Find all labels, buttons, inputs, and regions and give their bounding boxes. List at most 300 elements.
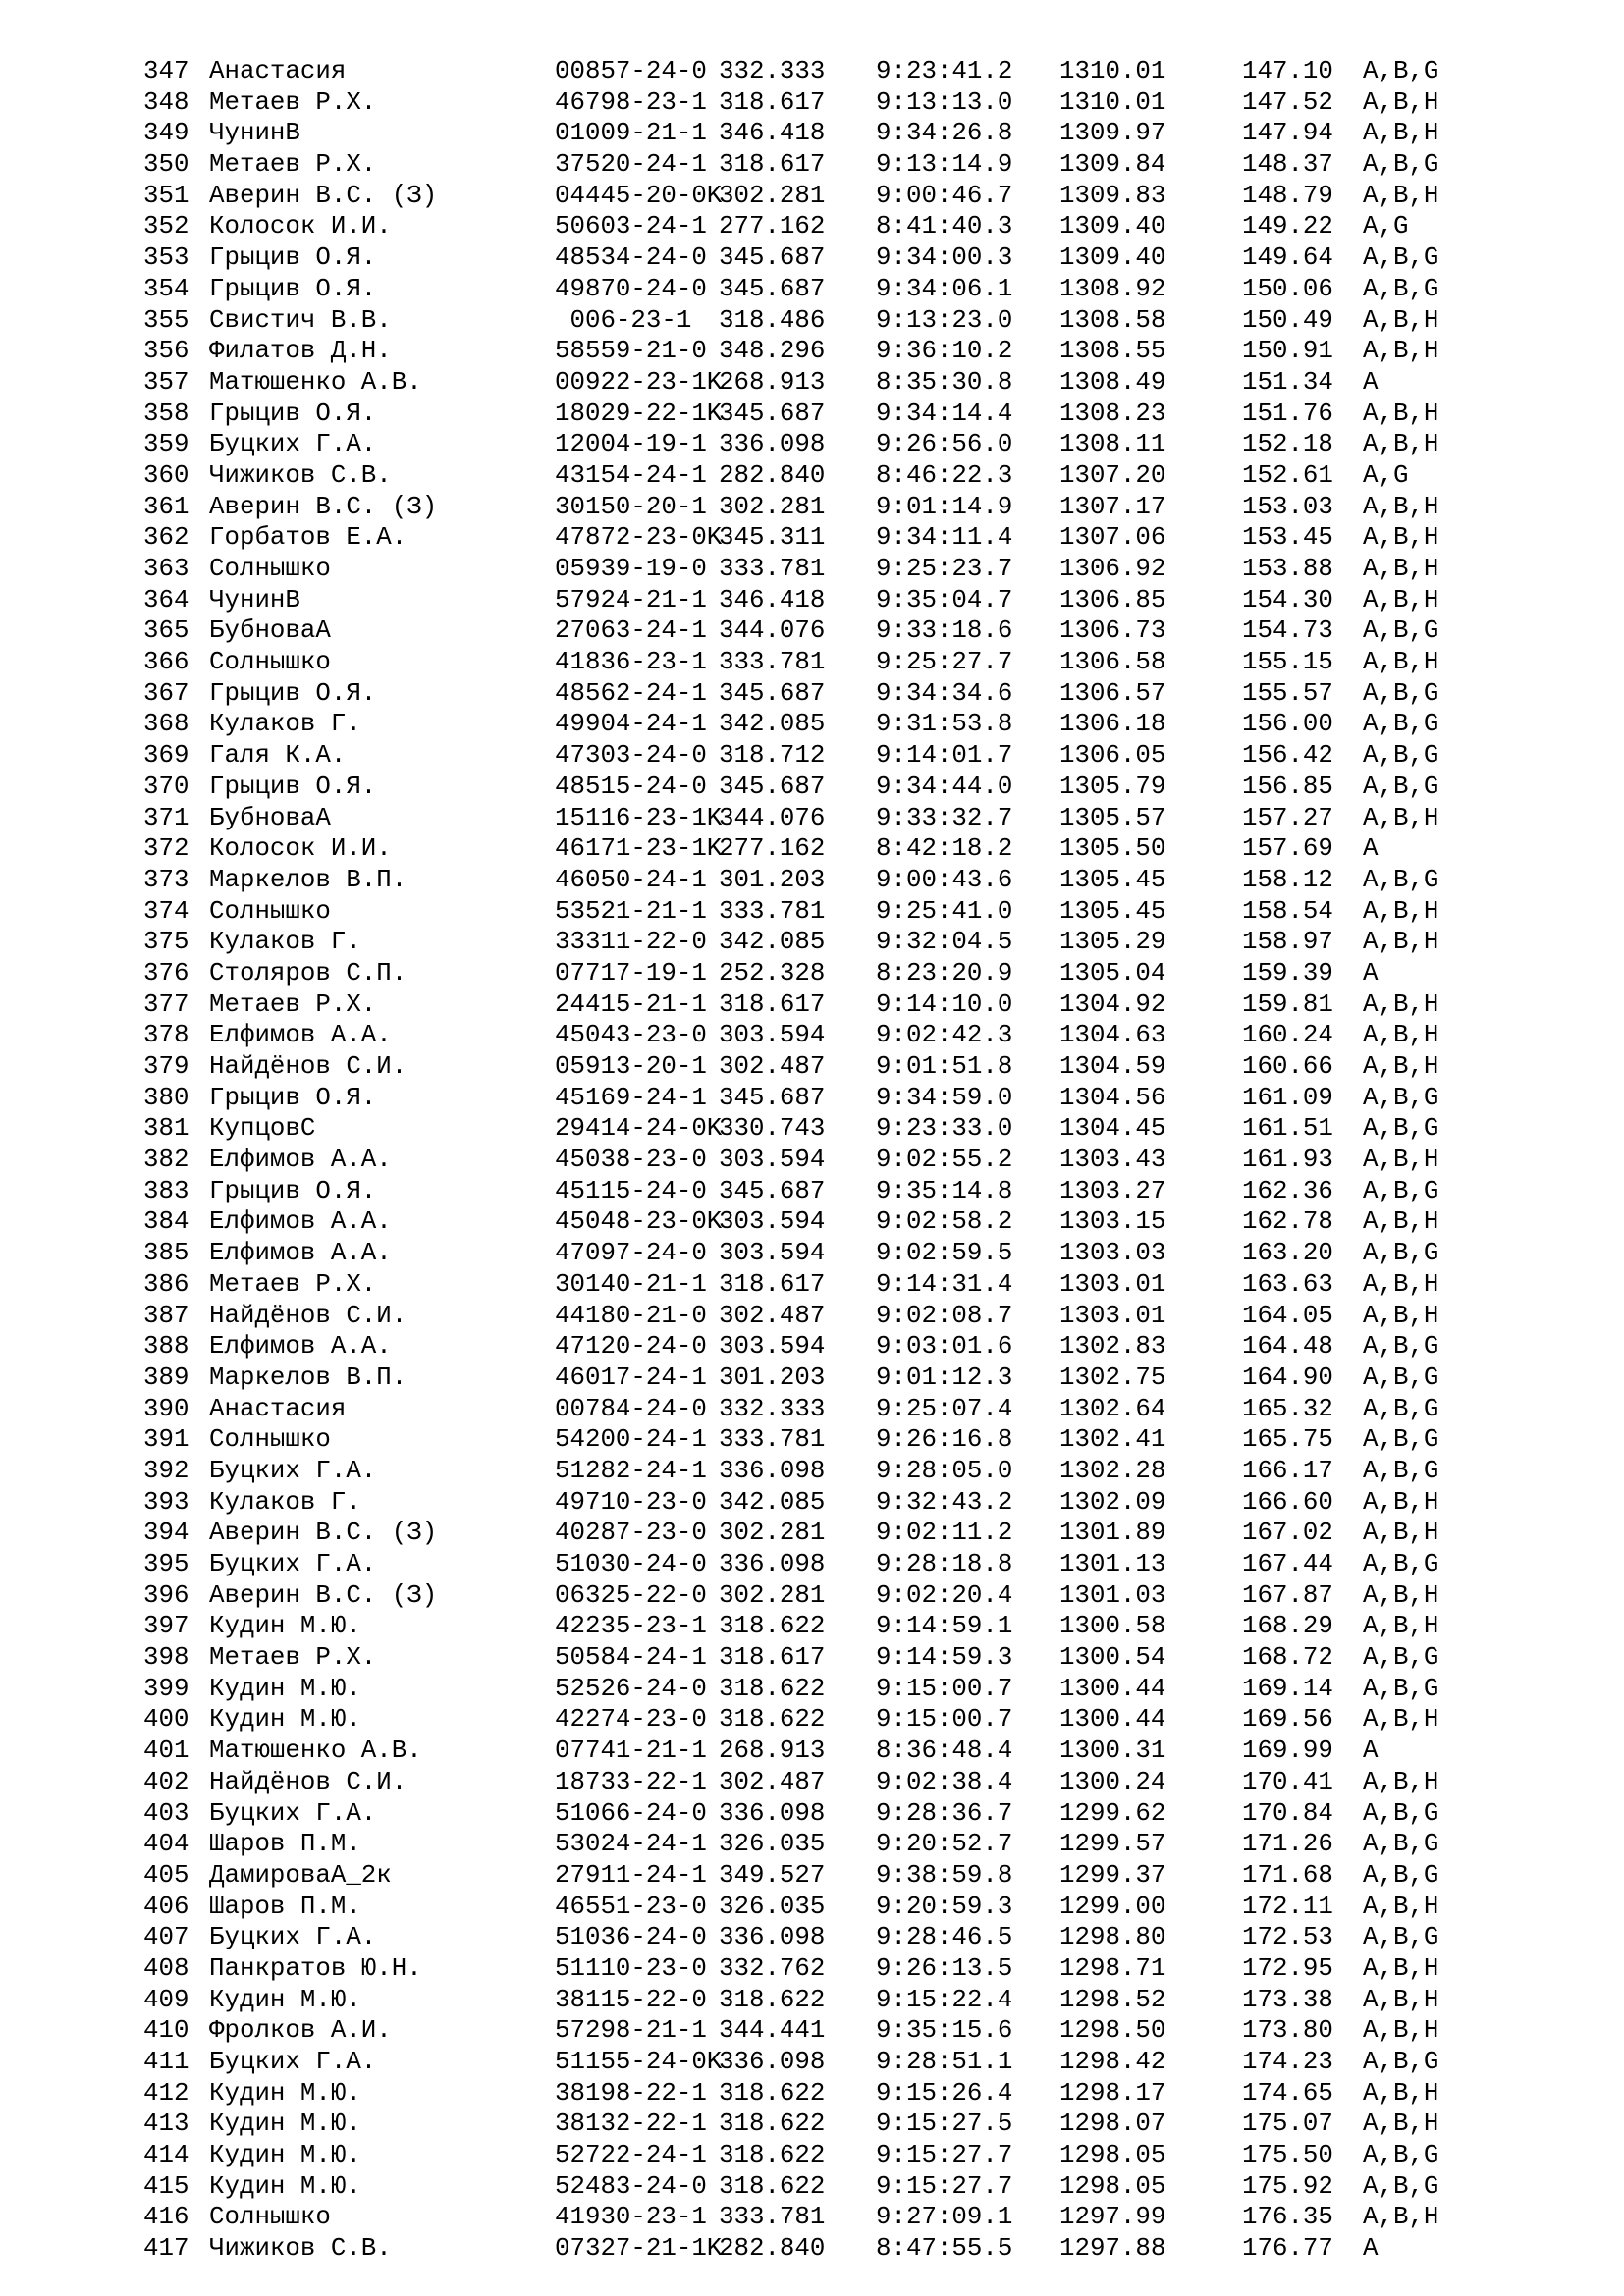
participant-name: Горбатов Е.А.	[209, 523, 407, 553]
place-number: 376	[143, 958, 189, 988]
table-row	[143, 1238, 1518, 1269]
table-row	[143, 958, 1518, 989]
place-number: 406	[143, 1892, 189, 1921]
distance-km: 268.913	[719, 1736, 826, 1766]
speed-value: 1306.85	[1059, 585, 1166, 614]
flight-time: 9:28:36.7	[876, 1798, 1013, 1828]
ring-number: 00784-24-0	[555, 1394, 707, 1423]
table-row	[143, 242, 1518, 274]
ring-number: 41930-23-1	[555, 2203, 707, 2232]
coefficient-value: 159.81	[1242, 989, 1333, 1019]
speed-value: 1303.27	[1059, 1176, 1166, 1205]
ring-number: 52483-24-0	[555, 2171, 707, 2201]
table-row	[143, 429, 1518, 460]
speed-value: 1305.04	[1059, 958, 1166, 988]
coefficient-value: 176.77	[1242, 2234, 1333, 2264]
participant-name: Кудин М.Ю.	[209, 2171, 361, 2201]
place-number: 378	[143, 1021, 189, 1050]
distance-km: 333.781	[719, 2203, 826, 2232]
flight-time: 9:32:43.2	[876, 1487, 1013, 1517]
speed-value: 1299.00	[1059, 1892, 1166, 1921]
participant-name: Чижиков С.В.	[209, 2234, 392, 2264]
participant-name: Кулаков Г.	[209, 710, 361, 739]
category-codes: A,B,H	[1363, 1021, 1439, 1050]
distance-km: 268.913	[719, 367, 826, 397]
place-number: 348	[143, 87, 189, 117]
participant-name: Метаев Р.Х.	[209, 150, 377, 180]
speed-value: 1307.17	[1059, 492, 1166, 521]
distance-km: 277.162	[719, 834, 826, 864]
distance-km: 282.840	[719, 460, 826, 490]
table-row	[143, 2047, 1518, 2078]
distance-km: 345.311	[719, 523, 826, 553]
speed-value: 1303.01	[1059, 1269, 1166, 1299]
table-row	[143, 1456, 1518, 1487]
flight-time: 9:25:07.4	[876, 1394, 1013, 1423]
coefficient-value: 152.18	[1242, 430, 1333, 459]
place-number: 405	[143, 1860, 189, 1890]
distance-km: 336.098	[719, 1456, 826, 1485]
participant-name: Матюшенко А.В.	[209, 367, 422, 397]
ring-number: 58559-21-0	[555, 337, 707, 366]
table-row	[143, 1922, 1518, 1953]
table-row	[143, 678, 1518, 710]
table-row	[143, 1829, 1518, 1860]
coefficient-value: 156.42	[1242, 741, 1333, 771]
table-row	[143, 1767, 1518, 1798]
distance-km: 252.328	[719, 958, 826, 988]
participant-name: Грыцив О.Я.	[209, 1083, 377, 1112]
participant-name: Кудин М.Ю.	[209, 1612, 361, 1641]
category-codes: A,B,H	[1363, 119, 1439, 148]
ring-number: 38115-22-0	[555, 1985, 707, 2014]
flight-time: 9:02:08.7	[876, 1301, 1013, 1330]
flight-time: 9:02:58.2	[876, 1207, 1013, 1237]
participant-name: Грыцив О.Я.	[209, 1176, 377, 1205]
table-row	[143, 1735, 1518, 1767]
place-number: 396	[143, 1580, 189, 1610]
table-row	[143, 1549, 1518, 1580]
category-codes: A	[1363, 367, 1379, 397]
flight-time: 9:14:01.7	[876, 741, 1013, 771]
speed-value: 1299.62	[1059, 1798, 1166, 1828]
participant-name: Елфимов А.А.	[209, 1207, 392, 1237]
category-codes: A,B,H	[1363, 305, 1439, 335]
flight-time: 9:35:15.6	[876, 2016, 1013, 2046]
coefficient-value: 161.93	[1242, 1146, 1333, 1175]
distance-km: 332.333	[719, 57, 826, 85]
results-list	[143, 56, 1518, 2265]
category-codes: A,B,G	[1363, 772, 1439, 801]
distance-km: 333.781	[719, 555, 826, 583]
flight-time: 9:28:18.8	[876, 1550, 1013, 1578]
speed-value: 1309.97	[1059, 119, 1166, 148]
speed-value: 1304.45	[1059, 1114, 1166, 1144]
coefficient-value: 174.65	[1242, 2078, 1333, 2108]
flight-time: 9:14:10.0	[876, 989, 1013, 1019]
ring-number: 27911-24-1	[555, 1860, 707, 1890]
ring-number: 05913-20-1	[555, 1052, 707, 1081]
flight-time: 9:02:55.2	[876, 1146, 1013, 1175]
table-row	[143, 1518, 1518, 1549]
flight-time: 9:25:41.0	[876, 896, 1013, 926]
coefficient-value: 158.97	[1242, 928, 1333, 957]
participant-name: Солнышко	[209, 896, 331, 926]
coefficient-value: 160.24	[1242, 1021, 1333, 1050]
place-number: 359	[143, 430, 189, 459]
speed-value: 1300.24	[1059, 1767, 1166, 1796]
table-row	[143, 1145, 1518, 1176]
ring-number: 00857-24-0	[555, 57, 707, 85]
place-number: 389	[143, 1362, 189, 1392]
distance-km: 336.098	[719, 1923, 826, 1952]
participant-name: Чижиков С.В.	[209, 460, 392, 490]
distance-km: 346.418	[719, 119, 826, 148]
participant-name: ЧунинВ	[209, 585, 300, 614]
flight-time: 9:20:52.7	[876, 1830, 1013, 1859]
flight-time: 9:38:59.8	[876, 1860, 1013, 1890]
place-number: 381	[143, 1114, 189, 1144]
speed-value: 1303.43	[1059, 1146, 1166, 1175]
flight-time: 9:15:22.4	[876, 1985, 1013, 2014]
table-row	[143, 87, 1518, 119]
speed-value: 1301.03	[1059, 1580, 1166, 1610]
place-number: 358	[143, 399, 189, 428]
place-number: 363	[143, 555, 189, 583]
ring-number: 30140-21-1	[555, 1269, 707, 1299]
coefficient-value: 156.85	[1242, 772, 1333, 801]
category-codes: A,B,G	[1363, 1550, 1439, 1578]
place-number: 413	[143, 2109, 189, 2139]
flight-time: 9:15:27.7	[876, 2141, 1013, 2170]
place-number: 404	[143, 1830, 189, 1859]
category-codes: A,B,G	[1363, 1083, 1439, 1112]
speed-value: 1298.05	[1059, 2141, 1166, 2170]
participant-name: КупцовС	[209, 1114, 316, 1144]
participant-name: Филатов Д.Н.	[209, 337, 392, 366]
ring-number: 50603-24-1	[555, 212, 707, 241]
participant-name: Кулаков Г.	[209, 928, 361, 957]
category-codes: A,B,G	[1363, 2141, 1439, 2170]
participant-name: Грыцив О.Я.	[209, 772, 377, 801]
participant-name: Колосок И.И.	[209, 212, 392, 241]
category-codes: A,B,G	[1363, 150, 1439, 180]
participant-name: Колосок И.И.	[209, 834, 392, 864]
participant-name: Кулаков Г.	[209, 1487, 361, 1517]
table-row	[143, 1985, 1518, 2016]
flight-time: 9:14:59.1	[876, 1612, 1013, 1641]
distance-km: 345.687	[719, 243, 826, 273]
place-number: 366	[143, 648, 189, 677]
category-codes: A,B,H	[1363, 337, 1439, 366]
coefficient-value: 163.63	[1242, 1269, 1333, 1299]
distance-km: 302.281	[719, 1580, 826, 1610]
ring-number: 46050-24-1	[555, 865, 707, 894]
speed-value: 1298.80	[1059, 1923, 1166, 1952]
flight-time: 9:26:56.0	[876, 430, 1013, 459]
coefficient-value: 154.30	[1242, 585, 1333, 614]
distance-km: 344.076	[719, 616, 826, 646]
place-number: 347	[143, 57, 189, 85]
place-number: 370	[143, 772, 189, 801]
distance-km: 318.617	[719, 989, 826, 1019]
place-number: 414	[143, 2141, 189, 2170]
flight-time: 9:28:46.5	[876, 1923, 1013, 1952]
coefficient-value: 168.72	[1242, 1643, 1333, 1673]
speed-value: 1305.45	[1059, 865, 1166, 894]
coefficient-value: 171.26	[1242, 1830, 1333, 1859]
ring-number: 51110-23-0	[555, 1953, 707, 1983]
category-codes: A,B,H	[1363, 2016, 1439, 2046]
place-number: 372	[143, 834, 189, 864]
table-row	[143, 1051, 1518, 1083]
flight-time: 9:01:51.8	[876, 1052, 1013, 1081]
flight-time: 9:32:04.5	[876, 928, 1013, 957]
ring-number: 51036-24-0	[555, 1923, 707, 1952]
flight-time: 9:34:00.3	[876, 243, 1013, 273]
coefficient-value: 150.06	[1242, 274, 1333, 303]
speed-value: 1309.83	[1059, 181, 1166, 210]
table-row	[143, 1642, 1518, 1674]
speed-value: 1309.40	[1059, 212, 1166, 241]
flight-time: 8:42:18.2	[876, 834, 1013, 864]
category-codes: A,B,H	[1363, 585, 1439, 614]
participant-name: Кудин М.Ю.	[209, 2078, 361, 2108]
place-number: 367	[143, 678, 189, 708]
flight-time: 8:23:20.9	[876, 958, 1013, 988]
participant-name: ЧунинВ	[209, 119, 300, 148]
speed-value: 1307.20	[1059, 460, 1166, 490]
ring-number: 45038-23-0	[555, 1146, 707, 1175]
category-codes: A,B,H	[1363, 2109, 1439, 2139]
participant-name: Елфимов А.А.	[209, 1332, 392, 1362]
place-number: 394	[143, 1519, 189, 1548]
ring-number: 51030-24-0	[555, 1550, 707, 1578]
ring-number: 18029-22-1K	[555, 399, 723, 428]
speed-value: 1306.57	[1059, 678, 1166, 708]
ring-number: 27063-24-1	[555, 616, 707, 646]
speed-value: 1298.42	[1059, 2048, 1166, 2076]
speed-value: 1298.05	[1059, 2171, 1166, 2201]
participant-name: Кудин М.Ю.	[209, 1705, 361, 1735]
participant-name: Аверин В.С. (З)	[209, 1580, 438, 1610]
table-row	[143, 1020, 1518, 1051]
place-number: 397	[143, 1612, 189, 1641]
coefficient-value: 148.37	[1242, 150, 1333, 180]
table-row	[143, 336, 1518, 367]
category-codes: A,B,H	[1363, 492, 1439, 521]
category-codes: A,B,G	[1363, 1332, 1439, 1362]
participant-name: Свистич В.В.	[209, 305, 392, 335]
participant-name: Буцких Г.А.	[209, 430, 377, 459]
category-codes: A,B,G	[1363, 1923, 1439, 1952]
distance-km: 333.781	[719, 896, 826, 926]
table-row	[143, 927, 1518, 958]
coefficient-value: 147.10	[1242, 57, 1333, 85]
participant-name: Кудин М.Ю.	[209, 2141, 361, 2170]
coefficient-value: 175.50	[1242, 2141, 1333, 2170]
flight-time: 9:15:27.7	[876, 2171, 1013, 2201]
ring-number: 45043-23-0	[555, 1021, 707, 1050]
coefficient-value: 175.07	[1242, 2109, 1333, 2139]
table-row	[143, 1611, 1518, 1642]
ring-number: 46171-23-1K	[555, 834, 723, 864]
distance-km: 277.162	[719, 212, 826, 241]
flight-time: 9:35:04.7	[876, 585, 1013, 614]
ring-number: 45115-24-0	[555, 1176, 707, 1205]
ring-number: 45169-24-1	[555, 1083, 707, 1112]
coefficient-value: 173.80	[1242, 2016, 1333, 2046]
flight-time: 9:03:01.6	[876, 1332, 1013, 1362]
category-codes: A,B,H	[1363, 555, 1439, 583]
table-row	[143, 1206, 1518, 1238]
coefficient-value: 158.12	[1242, 865, 1333, 894]
ring-number: 51066-24-0	[555, 1798, 707, 1828]
distance-km: 318.622	[719, 1985, 826, 2014]
place-number: 395	[143, 1550, 189, 1578]
participant-name: Грыцив О.Я.	[209, 399, 377, 428]
distance-km: 332.333	[719, 1394, 826, 1423]
flight-time: 8:47:55.5	[876, 2234, 1013, 2264]
category-codes: A,B,G	[1363, 1860, 1439, 1890]
ring-number: 04445-20-0K	[555, 181, 723, 210]
place-number: 403	[143, 1798, 189, 1828]
flight-time: 9:34:14.4	[876, 399, 1013, 428]
table-row	[143, 118, 1518, 149]
place-number: 369	[143, 741, 189, 771]
flight-time: 9:34:26.8	[876, 119, 1013, 148]
flight-time: 9:13:14.9	[876, 150, 1013, 180]
flight-time: 9:14:59.3	[876, 1643, 1013, 1673]
table-row	[143, 367, 1518, 399]
distance-km: 348.296	[719, 337, 826, 366]
flight-time: 9:00:43.6	[876, 865, 1013, 894]
coefficient-value: 165.32	[1242, 1394, 1333, 1423]
place-number: 368	[143, 710, 189, 739]
table-row	[143, 492, 1518, 523]
speed-value: 1307.06	[1059, 523, 1166, 553]
place-number: 410	[143, 2016, 189, 2046]
speed-value: 1308.92	[1059, 274, 1166, 303]
speed-value: 1306.05	[1059, 741, 1166, 771]
table-row	[143, 1860, 1518, 1892]
category-codes: A,B,G	[1363, 1456, 1439, 1485]
speed-value: 1298.17	[1059, 2078, 1166, 2108]
coefficient-value: 176.35	[1242, 2203, 1333, 2232]
ring-number: 52526-24-0	[555, 1674, 707, 1703]
flight-time: 9:35:14.8	[876, 1176, 1013, 1205]
distance-km: 303.594	[719, 1146, 826, 1175]
table-row	[143, 1176, 1518, 1207]
flight-time: 9:27:09.1	[876, 2203, 1013, 2232]
ring-number: 06325-22-0	[555, 1580, 707, 1610]
ring-number: 38132-22-1	[555, 2109, 707, 2139]
ring-number: 07741-21-1	[555, 1736, 707, 1766]
ring-number: 48562-24-1	[555, 678, 707, 708]
participant-name: Грыцив О.Я.	[209, 243, 377, 273]
ring-number: 49904-24-1	[555, 710, 707, 739]
distance-km: 330.743	[719, 1114, 826, 1144]
table-row	[143, 1674, 1518, 1705]
speed-value: 1301.89	[1059, 1519, 1166, 1548]
coefficient-value: 170.41	[1242, 1767, 1333, 1796]
coefficient-value: 161.09	[1242, 1083, 1333, 1112]
place-number: 355	[143, 305, 189, 335]
speed-value: 1304.56	[1059, 1083, 1166, 1112]
flight-time: 9:26:13.5	[876, 1953, 1013, 1983]
category-codes: A,B,G	[1363, 2048, 1439, 2076]
distance-km: 326.035	[719, 1830, 826, 1859]
category-codes: A,B,H	[1363, 1953, 1439, 1983]
coefficient-value: 172.95	[1242, 1953, 1333, 1983]
speed-value: 1300.58	[1059, 1612, 1166, 1641]
coefficient-value: 155.15	[1242, 648, 1333, 677]
flight-time: 9:34:44.0	[876, 772, 1013, 801]
ring-number: 01009-21-1	[555, 119, 707, 148]
coefficient-value: 165.75	[1242, 1425, 1333, 1455]
speed-value: 1305.57	[1059, 803, 1166, 832]
place-number: 351	[143, 181, 189, 210]
ring-number: 42274-23-0	[555, 1705, 707, 1735]
flight-time: 9:15:00.7	[876, 1705, 1013, 1735]
speed-value: 1299.57	[1059, 1830, 1166, 1859]
ring-number: 47303-24-0	[555, 741, 707, 771]
speed-value: 1297.88	[1059, 2234, 1166, 2264]
table-row	[143, 1113, 1518, 1145]
place-number: 349	[143, 119, 189, 148]
ring-number: 45048-23-0K	[555, 1207, 723, 1237]
category-codes: A,B,G	[1363, 1176, 1439, 1205]
distance-km: 345.687	[719, 772, 826, 801]
category-codes: A,B,H	[1363, 1580, 1439, 1610]
flight-time: 9:13:13.0	[876, 87, 1013, 117]
distance-km: 336.098	[719, 430, 826, 459]
category-codes: A	[1363, 1736, 1379, 1766]
distance-km: 345.687	[719, 274, 826, 303]
distance-km: 318.712	[719, 741, 826, 771]
ring-number: 57298-21-1	[555, 2016, 707, 2046]
table-row	[143, 181, 1518, 212]
table-row	[143, 833, 1518, 865]
place-number: 379	[143, 1052, 189, 1081]
ring-number: 33311-22-0	[555, 928, 707, 957]
participant-name: Панкратов Ю.Н.	[209, 1953, 422, 1983]
flight-time: 9:13:23.0	[876, 305, 1013, 335]
coefficient-value: 164.90	[1242, 1362, 1333, 1392]
distance-km: 303.594	[719, 1021, 826, 1050]
table-row	[143, 865, 1518, 896]
table-row	[143, 1331, 1518, 1362]
coefficient-value: 157.27	[1242, 803, 1333, 832]
place-number: 354	[143, 274, 189, 303]
category-codes: A,B,H	[1363, 1146, 1439, 1175]
place-number: 357	[143, 367, 189, 397]
ring-number: 18733-22-1	[555, 1767, 707, 1796]
category-codes: A	[1363, 958, 1379, 988]
ring-number: 05939-19-0	[555, 555, 707, 583]
distance-km: 303.594	[719, 1332, 826, 1362]
participant-name: Метаев Р.Х.	[209, 1269, 377, 1299]
category-codes: A,B,G	[1363, 1394, 1439, 1423]
distance-km: 302.281	[719, 181, 826, 210]
speed-value: 1298.52	[1059, 1985, 1166, 2014]
table-row	[143, 1580, 1518, 1612]
distance-km: 303.594	[719, 1239, 826, 1268]
table-row	[143, 709, 1518, 740]
coefficient-value: 174.23	[1242, 2048, 1333, 2076]
speed-value: 1300.54	[1059, 1643, 1166, 1673]
coefficient-value: 157.69	[1242, 834, 1333, 864]
